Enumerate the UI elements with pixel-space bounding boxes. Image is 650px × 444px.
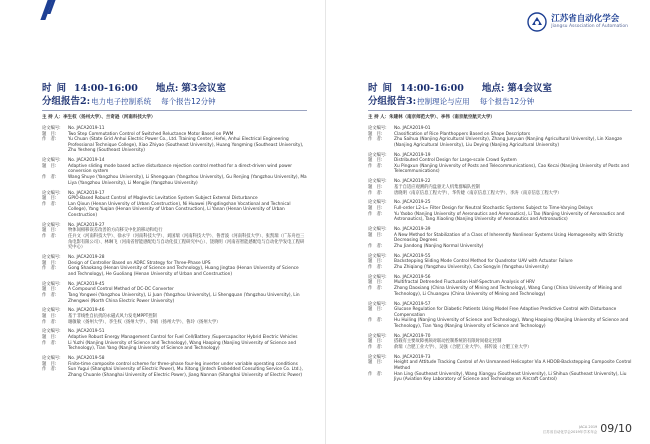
logo-text-cn: 江苏省自动化学会 bbox=[551, 14, 620, 24]
paper-title-label: 题 目: bbox=[368, 307, 383, 313]
paper-title: 基于非线性自抗扰的永磁式风力发电MPPT控制 bbox=[68, 314, 157, 319]
paper-authors-label: 作 者: bbox=[42, 367, 57, 373]
paper-authors: Zhu Zhiqiang (Yangzhou University), Cao Songyin (Yangzhou University) bbox=[394, 264, 549, 270]
paper-authors-label: 作 者: bbox=[42, 292, 57, 298]
paper-authors-label: 作 者: bbox=[42, 175, 57, 181]
paper-authors-label: 作 者: bbox=[42, 201, 57, 207]
paper-number: No. JACA2019-22 bbox=[394, 179, 431, 185]
paper-number: No. JACA2019-01 bbox=[394, 126, 431, 131]
paper-title: 搭载有主要故障视频对联动控制系统的有限时间稳定控制 bbox=[394, 339, 502, 345]
session-header-left bbox=[42, 80, 305, 106]
paper-number-label: 论文编号: bbox=[368, 227, 387, 233]
paper-title: Height and Attitude Tracking Control of An Unmanned Helicopter Via A HDOB-Backstepping Composite Control Method bbox=[394, 360, 632, 372]
paper-title-label: 题 目: bbox=[368, 206, 383, 212]
paper-entry bbox=[368, 334, 632, 351]
paper-number: No. JACA2019-19 bbox=[394, 152, 431, 158]
subgroup-key: 分组报告2: bbox=[42, 96, 91, 107]
paper-title: A Compound Control Method of DC-DC Converter bbox=[68, 287, 174, 293]
chair-line: 主 持 人：朱建林（南京师范大学）、李伟（南京航空航天大学） bbox=[368, 115, 495, 120]
paper-authors-label: 作 者: bbox=[368, 137, 383, 143]
paper-authors-label: 作 者: bbox=[368, 344, 383, 350]
paper-authors: Han Ling (Southeast University), Wang Xiangyu (Southeast University), Li Shihua (Southeast University), Liu Jiyu (Aviation Key Laboratory of Science and Technology on Aircraft Control) bbox=[394, 371, 627, 383]
paper-authors-label: 作 者: bbox=[42, 233, 57, 239]
place-value: 第3会议室 bbox=[181, 83, 226, 94]
paper-authors-label: 作 者: bbox=[368, 318, 383, 324]
paper-authors-label: 作 者: bbox=[42, 340, 57, 346]
paper-entry bbox=[368, 254, 632, 271]
paper-number: No. JACA2019-27 bbox=[68, 222, 105, 228]
paper-entry bbox=[368, 153, 632, 175]
paper-number-label: 论文编号: bbox=[42, 308, 61, 314]
paper-entry bbox=[42, 126, 307, 154]
subgroup-name: 控制理论与应用 bbox=[417, 97, 470, 106]
paper-number-label: 论文编号: bbox=[368, 179, 387, 185]
paper-entry bbox=[42, 255, 307, 277]
paper-title: Adaptive sliding mode based active disturbance rejection control method for a direct-driven wind power conversion system bbox=[68, 163, 293, 175]
paper-authors: Zhong Daoxiang (China University of Mining and Technology), Wang Cong (China University of Mining and Technology), Li Chuangxu (China University of Mining and Technology) bbox=[394, 286, 622, 297]
paper-number: No. JACA2019-56 bbox=[394, 274, 431, 280]
paper-authors: Tang Yongwei (Yangzhou University), Li Juan (Yangzhou University), Li Shengquan (Yangzhou University), Lin Zhengwei (North China Electric Power University) bbox=[68, 292, 300, 304]
paper-number: No. JACA2019-45 bbox=[68, 281, 105, 287]
paper-number: No. JACA2019-28 bbox=[68, 255, 105, 261]
logo-text-en: Jiangsu Association of Automation bbox=[551, 24, 628, 29]
paper-number-label: 论文编号: bbox=[368, 301, 387, 307]
paper-authors-label: 作 者: bbox=[42, 319, 57, 325]
paper-title-label: 题 目: bbox=[368, 131, 383, 137]
paper-title-label: 题 目: bbox=[42, 131, 57, 137]
paper-number-label: 论文编号: bbox=[368, 253, 387, 259]
paper-number-label: 论文编号: bbox=[42, 126, 61, 131]
paper-number: No. JACA2019-14 bbox=[68, 158, 105, 164]
paper-authors: Lan Qixun (Henan University of Urban Construction), Ni Huawei (Pingdingshan Vocational and Technical College), Yang Yuqian (Henan University of Urban Construction), Li Yanan (Henan University of Urban Construction) bbox=[68, 201, 291, 218]
association-logo-icon bbox=[527, 12, 547, 32]
paper-list bbox=[368, 126, 632, 387]
paper-authors: Zhu Saihua (Nanjing Agricultural University), Zhang Junyuan (Nanjing Agricultural University), Lin Xiangze (Nanjing Agricultural University), Liu Deying (Nanjing Agricultural University) bbox=[394, 137, 622, 148]
paper-entry bbox=[42, 329, 307, 351]
footer-label-cn: 江苏省自动化学会2019年学术年会 bbox=[542, 429, 598, 434]
paper-entry bbox=[368, 302, 632, 330]
paper-authors-label: 作 者: bbox=[368, 286, 383, 292]
paper-entry bbox=[42, 223, 307, 251]
paper-number-label: 论文编号: bbox=[368, 333, 387, 339]
paper-title-label: 题 目: bbox=[368, 360, 383, 366]
paper-title-label: 题 目: bbox=[42, 163, 57, 169]
right-page bbox=[325, 0, 650, 444]
paper-number-label: 论文编号: bbox=[42, 190, 61, 196]
page-number: 09/10 bbox=[600, 422, 632, 435]
paper-authors: 谢敏敏（扬州大学）、李生权（扬州大学）、李娟（扬州大学）、鲁玲（扬州大学） bbox=[68, 319, 221, 325]
place-key: 地点: bbox=[155, 83, 179, 94]
paper-title: Classification of Rice Planthoppers Based on Shape Descriptors bbox=[394, 131, 531, 137]
paper-title-label: 题 目: bbox=[368, 339, 383, 345]
paper-number: No. JACA2019-51 bbox=[68, 329, 105, 335]
paper-entry bbox=[368, 179, 632, 196]
paper-number-label: 论文编号: bbox=[42, 255, 61, 261]
paper-number-label: 论文编号: bbox=[42, 222, 61, 228]
paper-title: Distributed Control Design for Large-scale Crowd System bbox=[394, 158, 517, 164]
paper-title: Two Step Commutation Control of Switched Reluctance Motor Based on PWM bbox=[68, 131, 234, 137]
paper-authors-label: 作 者: bbox=[368, 190, 383, 196]
paper-number-label: 论文编号: bbox=[42, 158, 61, 164]
time-value: 14:00-16:00 bbox=[74, 83, 138, 94]
paper-title-label: 题 目: bbox=[368, 184, 383, 190]
paper-authors-label: 作 者: bbox=[42, 137, 57, 143]
paper-authors-label: 作 者: bbox=[368, 371, 383, 377]
paper-number: No. JACA2019-25 bbox=[394, 200, 431, 206]
paper-title-label: 题 目: bbox=[42, 228, 57, 234]
divider bbox=[42, 110, 307, 111]
paper-number: No. JACA2019-58 bbox=[68, 356, 105, 362]
paper-entry bbox=[42, 356, 307, 378]
paper-number: No. JACA2019-70 bbox=[394, 333, 431, 339]
time-value: 14:00-16:00 bbox=[400, 83, 464, 94]
paper-title: Glucose Regulation for Diabetic Patients Using Model Free Adaptive Predictive Control with Disturbance Compensation bbox=[394, 307, 617, 318]
paper-authors: Hu Huiling (Nanjing University of Science and Technology), Wang Haoping (Nanjing University of Science and Technology), Tian Yang (Nanjing University of Science and Technology) bbox=[394, 318, 629, 329]
paper-number-label: 论文编号: bbox=[368, 200, 387, 206]
paper-list bbox=[42, 126, 307, 383]
paper-title-label: 题 目: bbox=[42, 260, 57, 266]
paper-title-label: 题 目: bbox=[368, 232, 383, 238]
paper-authors: Sun Yugui (Shanghai University of Electric Power), Mu Xitong (Jintech Embedded Consulting Service Co. Ltd.), Zhang Chuanle (Shanghai University of Electric Power), Jiang Nannan (Shanghai University of Electric Power) bbox=[68, 367, 303, 378]
paper-title-label: 题 目: bbox=[42, 335, 57, 341]
logo bbox=[527, 12, 628, 32]
paper-number-label: 论文编号: bbox=[368, 152, 387, 158]
paper-authors: Wang Shuye (Yangzhou University), Li Shengquan (Yangzhou University), Gu Renjing (Yangzhou University), Ma Liya (Yangzhou University), Li Mengjie (Yangzhou University) bbox=[68, 175, 307, 186]
paper-authors: 唐晓明（南京信息工程大学）、华传婕（南京信息工程大学）、李涛（南京信息工程大学） bbox=[394, 190, 562, 196]
paper-number-label: 论文编号: bbox=[42, 329, 61, 335]
paper-title: Multifractal Detrended Fluctuation Half-Spectrum Analysis of HRV bbox=[394, 280, 535, 286]
session-header-right bbox=[368, 80, 630, 106]
paper-title: Adaptive Robust Energy Management Control for Fuel Cell/Battery /Supercapacitor Hybrid Electric Vehicles bbox=[68, 335, 298, 341]
paper-authors: Yu Yaobo (Nanjing University of Aeronautics and Aeronautics), Li Tao (Nanjing University of Aeronautics and Astronautics), Tang Xiaoling (Nanjing University of Aeronautics and Astronautics) bbox=[394, 211, 625, 223]
paper-authors: Li Yuzhi (Nanjing University of Science and Technology), Wang Haoping (Nanjing University of Science and Technology), Tian Yang (Nanjing University of Science and Technology) bbox=[68, 340, 297, 352]
paper-entry bbox=[42, 282, 307, 304]
paper-title: Design of Controller Based on ADRC Strategy for Three-Phase UPS bbox=[68, 260, 211, 266]
paper-title-label: 题 目: bbox=[368, 259, 383, 265]
paper-title: Finite-time composite control scheme for three-phase four-leg inverter under variable operating conditions bbox=[68, 361, 298, 367]
corner-mark bbox=[44, 0, 54, 24]
paper-number: No. JACA2019-17 bbox=[68, 190, 105, 196]
paper-number: No. JACA2019-11 bbox=[68, 126, 105, 131]
paper-entry bbox=[42, 308, 307, 325]
paper-number-label: 论文编号: bbox=[368, 354, 387, 360]
paper-entry bbox=[42, 191, 307, 219]
paper-authors: Gong Shaokang (Henan University of Science and Technology), Huang Jingtao (Henan University of Science and Technology), He Guoliang (Henan University of Urban and Construction) bbox=[68, 266, 299, 277]
paper-authors-label: 作 者: bbox=[368, 163, 383, 169]
place-value: 第4会议室 bbox=[507, 83, 552, 94]
paper-authors-label: 作 者: bbox=[368, 264, 383, 270]
paper-title: Full-order L2-L∞ Filter Design for Neutral Stochastic Systems Subject to Time-Varying Delays bbox=[394, 206, 593, 212]
duration-note: 每个报告12分钟 bbox=[479, 97, 535, 106]
place-key: 地点: bbox=[481, 83, 505, 94]
paper-authors: 任兵文（河南科技大学）、徐永宇（河南科技大学）、刘国瑞（河南科技大学）、鲁晋波（河南科技大学）、张凯瑞（广东舟也三角电影有限公司）、林琳飞（河南省智能感配电与自动化技工程研究中心）、饶晓明（河南省智能感配电与自动化学发电工程研究中心） bbox=[68, 233, 305, 251]
paper-title: Backstepping Sliding Mode Control Method for Quadrotor UAV with Actuator Failure bbox=[394, 259, 573, 265]
paper-title-label: 题 目: bbox=[42, 287, 57, 293]
subgroup-name: 电力电子控制系统 bbox=[91, 97, 152, 106]
paper-title-label: 题 目: bbox=[42, 196, 57, 202]
time-key: 时间 bbox=[42, 83, 72, 94]
paper-title-label: 题 目: bbox=[368, 158, 383, 164]
paper-title: A New Method for Stabilization of a Class of Inherently Nonlinear Systems Using Homogeneity with Strictly Decreasing Degrees bbox=[394, 232, 624, 244]
paper-number: No. JACA2019-39 bbox=[394, 227, 431, 233]
paper-authors: Yu Chuan (State Grid Anhui Electric Power Co., Ltd. Training Center, Hefei, Anhui Electrical Engineering Professional Technique College), Xiao Zhiyao (Southeast University), Huang Yongming (Southeast University), Zhu Yesheng (Southeast University) bbox=[68, 137, 304, 154]
page-footer bbox=[543, 423, 632, 434]
paper-number: No. JACA2019-73 bbox=[394, 354, 431, 360]
time-key: 时间 bbox=[368, 83, 398, 94]
paper-number-label: 论文编号: bbox=[42, 281, 61, 287]
paper-authors-label: 作 者: bbox=[42, 266, 57, 272]
paper-title-label: 题 目: bbox=[42, 361, 57, 367]
paper-number: No. JACA2019-55 bbox=[394, 253, 431, 259]
paper-title-label: 题 目: bbox=[42, 314, 57, 319]
divider bbox=[368, 110, 632, 111]
paper-entry bbox=[42, 158, 307, 186]
paper-entry bbox=[368, 355, 632, 383]
duration-note: 每个报告12分钟 bbox=[161, 97, 216, 106]
paper-number: No. JACA2019-57 bbox=[394, 301, 431, 307]
paper-entry bbox=[368, 275, 632, 297]
paper-authors: Xu Pingxun (Nanjing University of Posts and Telecommunications), Cao Kecai (Nanjing University of Posts and Telecommunications) bbox=[394, 163, 629, 175]
paper-authors-label: 作 者: bbox=[368, 211, 383, 217]
paper-entry bbox=[368, 227, 632, 249]
subgroup-key: 分组报告3: bbox=[368, 96, 417, 107]
paper-title: 基于自适应观测的内盘驱无人机集群编队控制 bbox=[394, 184, 480, 190]
paper-entry bbox=[368, 126, 632, 148]
paper-number-label: 论文编号: bbox=[368, 126, 387, 131]
paper-number-label: 论文编号: bbox=[368, 274, 387, 280]
paper-authors-label: 作 者: bbox=[368, 243, 383, 249]
paper-number: No. JACA2019-46 bbox=[68, 308, 105, 314]
chair-line: 主 持 人：李生权（扬州大学）、兰奇逊（河南科技大学） bbox=[42, 115, 156, 120]
footer-label-en: JACA 2019 bbox=[579, 425, 598, 429]
paper-number-label: 论文编号: bbox=[42, 356, 61, 362]
paper-title: GPIO-Based Robust Control of Maglevtic Levitation System Subject Extemal Disturbance bbox=[68, 196, 258, 202]
paper-authors: 俞瑞（合肥工业大学）、吴强（合肥工业大学）、郝传波（合肥工业大学） bbox=[394, 344, 532, 350]
paper-authors: Zhu Jiandong (Nanjing Normal University) bbox=[394, 243, 484, 249]
paper-title-label: 题 目: bbox=[368, 280, 383, 286]
paper-title: 物体间相移误差改善的方向移交中化的移动和电行 bbox=[68, 228, 163, 234]
paper-entry bbox=[368, 200, 632, 222]
